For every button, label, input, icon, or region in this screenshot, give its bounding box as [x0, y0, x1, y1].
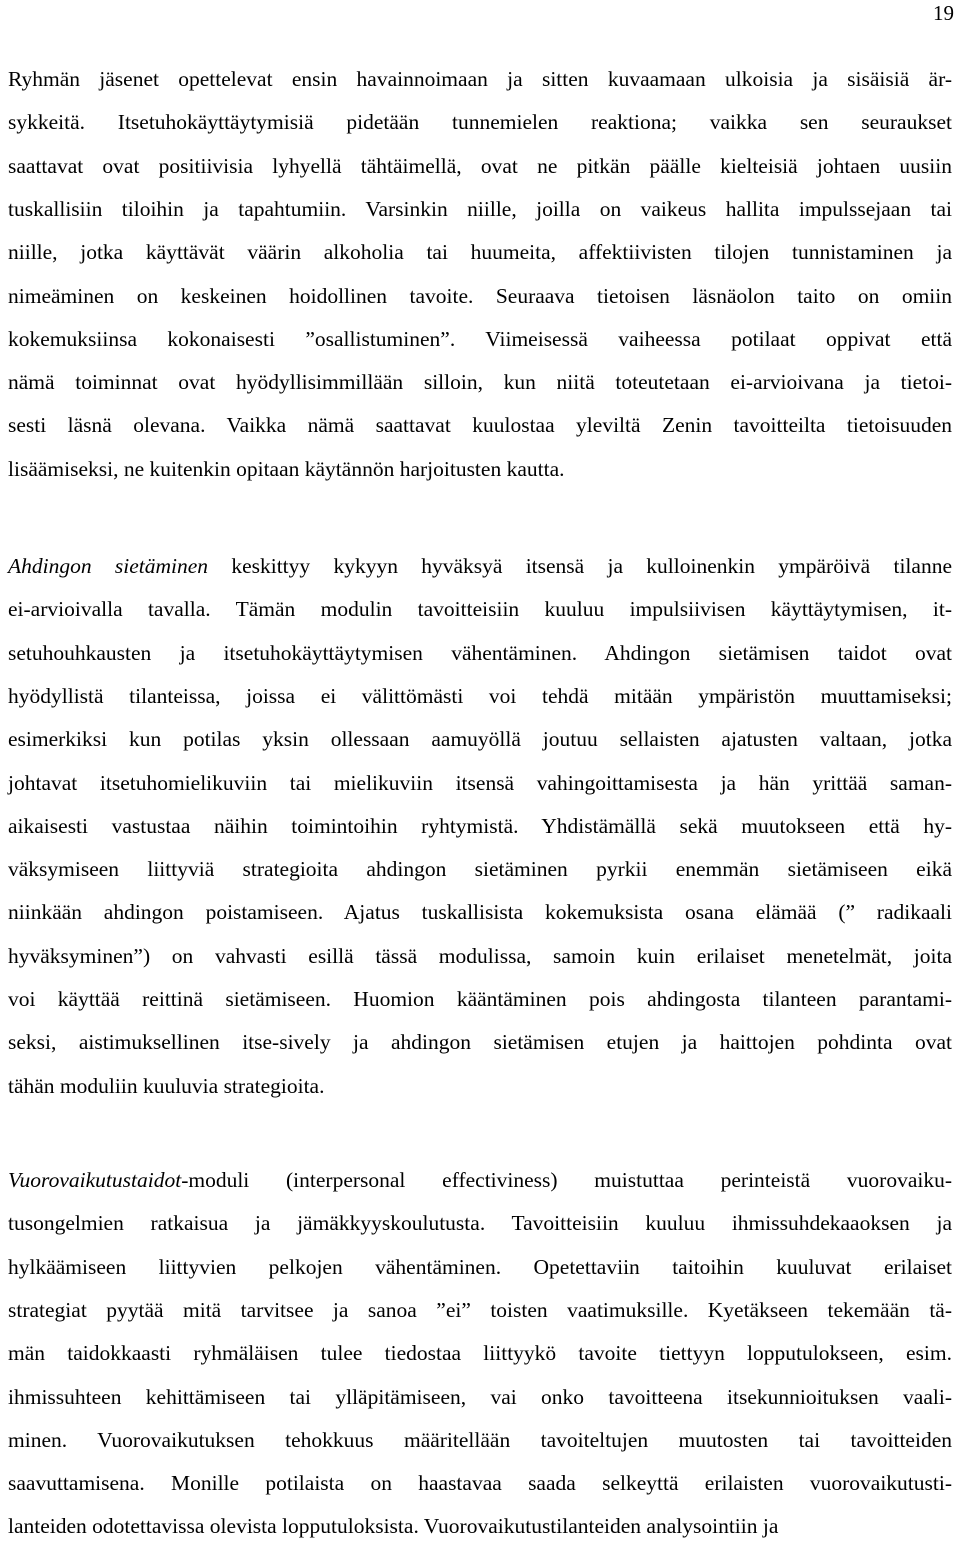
line-text: ihmissuhteen kehittämiseen tai ylläpitämiseen, vai onko tavoitteena itsekunnioituksen vaali-: [8, 1384, 952, 1409]
line-text: tusongelmien ratkaisua ja jämäkkyyskoulutusta. Tavoitteisiin kuuluu ihmissuhdekaaoksen ja: [8, 1211, 952, 1236]
line-text: sesti läsnä olevana. Vaikka nämä saattavat kuulostaa yleviltä Zenin tavoitteilta tietoisuuden: [8, 413, 952, 438]
text-line: [8, 813, 952, 839]
text-line: [8, 726, 952, 752]
line-text: hyödyllistä tilanteissa, joissa ei välittömästi voi tehdä mitään ympäristön muuttamiseksi;: [8, 683, 952, 708]
text-line: [8, 1029, 952, 1055]
text-line: [8, 239, 952, 265]
text-line: [8, 153, 952, 179]
text-line: [8, 412, 952, 438]
text-line: [8, 1384, 952, 1410]
text-line: [8, 456, 564, 482]
text-line: [8, 326, 952, 352]
line-text: seksi, aistimuksellinen itse-sively ja ahdingon sietämisen etujen ja haittojen pohdinta ovat: [8, 1030, 952, 1055]
text-line: [8, 856, 952, 882]
text-line: [8, 66, 952, 92]
text-line: [8, 1470, 952, 1496]
text-line: [8, 109, 952, 135]
italic-term: Ahdingon sietäminen: [8, 554, 209, 578]
line-text: keskittyy kykyyn hyväksyä itsensä ja kulloinenkin ympäröivä tilanne: [208, 554, 952, 578]
line-text: nämä toiminnat ovat hyödyllisimmillään silloin, kun niitä toteutetaan ei-arvioivana ja tietoi-: [8, 370, 952, 395]
text-line: [8, 596, 952, 622]
italic-term: Vuorovaikutustaidot: [8, 1168, 182, 1192]
text-line: [8, 1254, 952, 1280]
text-line: [8, 1513, 778, 1539]
line-text: saavuttamisena. Monille potilaista on haastavaa saada selkeyttä erilaisten vuorovaikutusti-: [8, 1471, 952, 1496]
line-text: -moduli (interpersonal effectiviness) muistuttaa perinteistä vuorovaiku-: [181, 1168, 952, 1192]
text-line: [8, 986, 952, 1012]
line-text: ei-arvioivalla tavalla. Tämän modulin tavoitteisiin kuuluu impulsiivisen käyttäytymisen, it-: [8, 597, 952, 622]
line-text: strategiat pyytää mitä tarvitsee ja sanoa ”ei” toisten vaatimuksille. Kyetäkseen tekemään tä-: [8, 1297, 952, 1322]
line-text: niille, jotka käyttävät väärin alkoholia tai huumeita, affektiivisten tilojen tunnistaminen ja: [8, 240, 952, 265]
line-text: voi käyttää reittinä sietämiseen. Huomion kääntäminen pois ahdingosta tilanteen parantami-: [8, 987, 952, 1011]
text-line: [8, 1210, 952, 1236]
text-line: [8, 770, 952, 796]
line-text: hylkäämiseen liittyvien pelkojen vähentäminen. Opetettaviin taitoihin kuuluvat erilaiset: [8, 1254, 952, 1279]
text-line: [8, 640, 952, 666]
line-text: setuhouhkausten ja itsetuhokäyttäytymisen vähentäminen. Ahdingon sietämisen taidot ovat: [8, 640, 952, 665]
line-text: Ryhmän jäsenet opettelevat ensin havainnoimaan ja sitten kuvaamaan ulkoisia ja sisäisiä är-: [8, 67, 952, 91]
text-line: [8, 196, 952, 222]
line-text: lanteiden odotettavissa olevista lopputuloksista. Vuorovaikutustilanteiden analysointiin ja: [8, 1514, 779, 1539]
line-text: väksymiseen liittyviä strategioita ahdingon sietäminen pyrkii enemmän sietämiseen eikä: [8, 857, 952, 882]
text-line: [8, 283, 952, 309]
line-text: kokemuksiinsa kokonaisesti ”osallistuminen”. Viimeisessä vaiheessa potilaat oppivat että: [8, 326, 952, 351]
text-line: [8, 943, 952, 969]
text-line: [8, 1073, 324, 1099]
line-text: niinkään ahdingon poistamiseen. Ajatus tuskallisista kokemuksista osana elämää (” radikaali: [8, 900, 952, 925]
line-text: tähän moduliin kuuluvia strategioita.: [8, 1073, 325, 1098]
line-text: aikaisesti vastustaa näihin toimintoihin ryhtymistä. Yhdistämällä sekä muutokseen että hy-: [8, 813, 952, 838]
text-line: [8, 1340, 952, 1366]
page-number: 19: [933, 1, 954, 25]
text-line: [8, 1427, 952, 1453]
line-text: minen. Vuorovaikutuksen tehokkuus määritellään tavoiteltujen muutosten tai tavoitteiden: [8, 1427, 952, 1452]
text-line: [8, 553, 952, 579]
line-text: hyväksyminen”) on vahvasti esillä tässä modulissa, samoin kuin erilaiset menetelmät, joita: [8, 943, 952, 968]
line-text: johtavat itsetuhomielikuviin tai mielikuviin itsensä vahingoittamisesta ja hän yrittää saman-: [8, 770, 952, 795]
line-text: saattavat ovat positiivisia lyhyellä tähtäimellä, ovat ne pitkän päälle kielteisiä johtaen uusiin: [8, 153, 952, 178]
line-text: män taidokkaasti ryhmäläisen tulee tiedostaa liittyykö tavoite tiettyyn lopputulokseen, esim.: [8, 1341, 952, 1366]
text-line: [8, 1167, 952, 1193]
text-line: [8, 899, 952, 925]
line-text: esimerkiksi kun potilas yksin ollessaan aamuyöllä joutuu sellaisten ajatusten valtaan, jotka: [8, 727, 952, 752]
text-line: [8, 1297, 952, 1323]
line-text: lisäämiseksi, ne kuitenkin opitaan käytännön harjoitusten kautta.: [8, 456, 565, 481]
line-text: tuskallisiin tiloihin ja tapahtumiin. Varsinkin niille, joilla on vaikeus hallita impulssejaan tai: [8, 196, 952, 221]
line-text: nimeäminen on keskeinen hoidollinen tavoite. Seuraava tietoisen läsnäolon taito on omiin: [8, 283, 952, 308]
text-line: [8, 683, 952, 709]
line-text: sykkeitä. Itsetuhokäyttäytymisiä pidetään tunnemielen reaktiona; vaikka sen seuraukset: [8, 110, 952, 135]
text-line: [8, 369, 952, 395]
